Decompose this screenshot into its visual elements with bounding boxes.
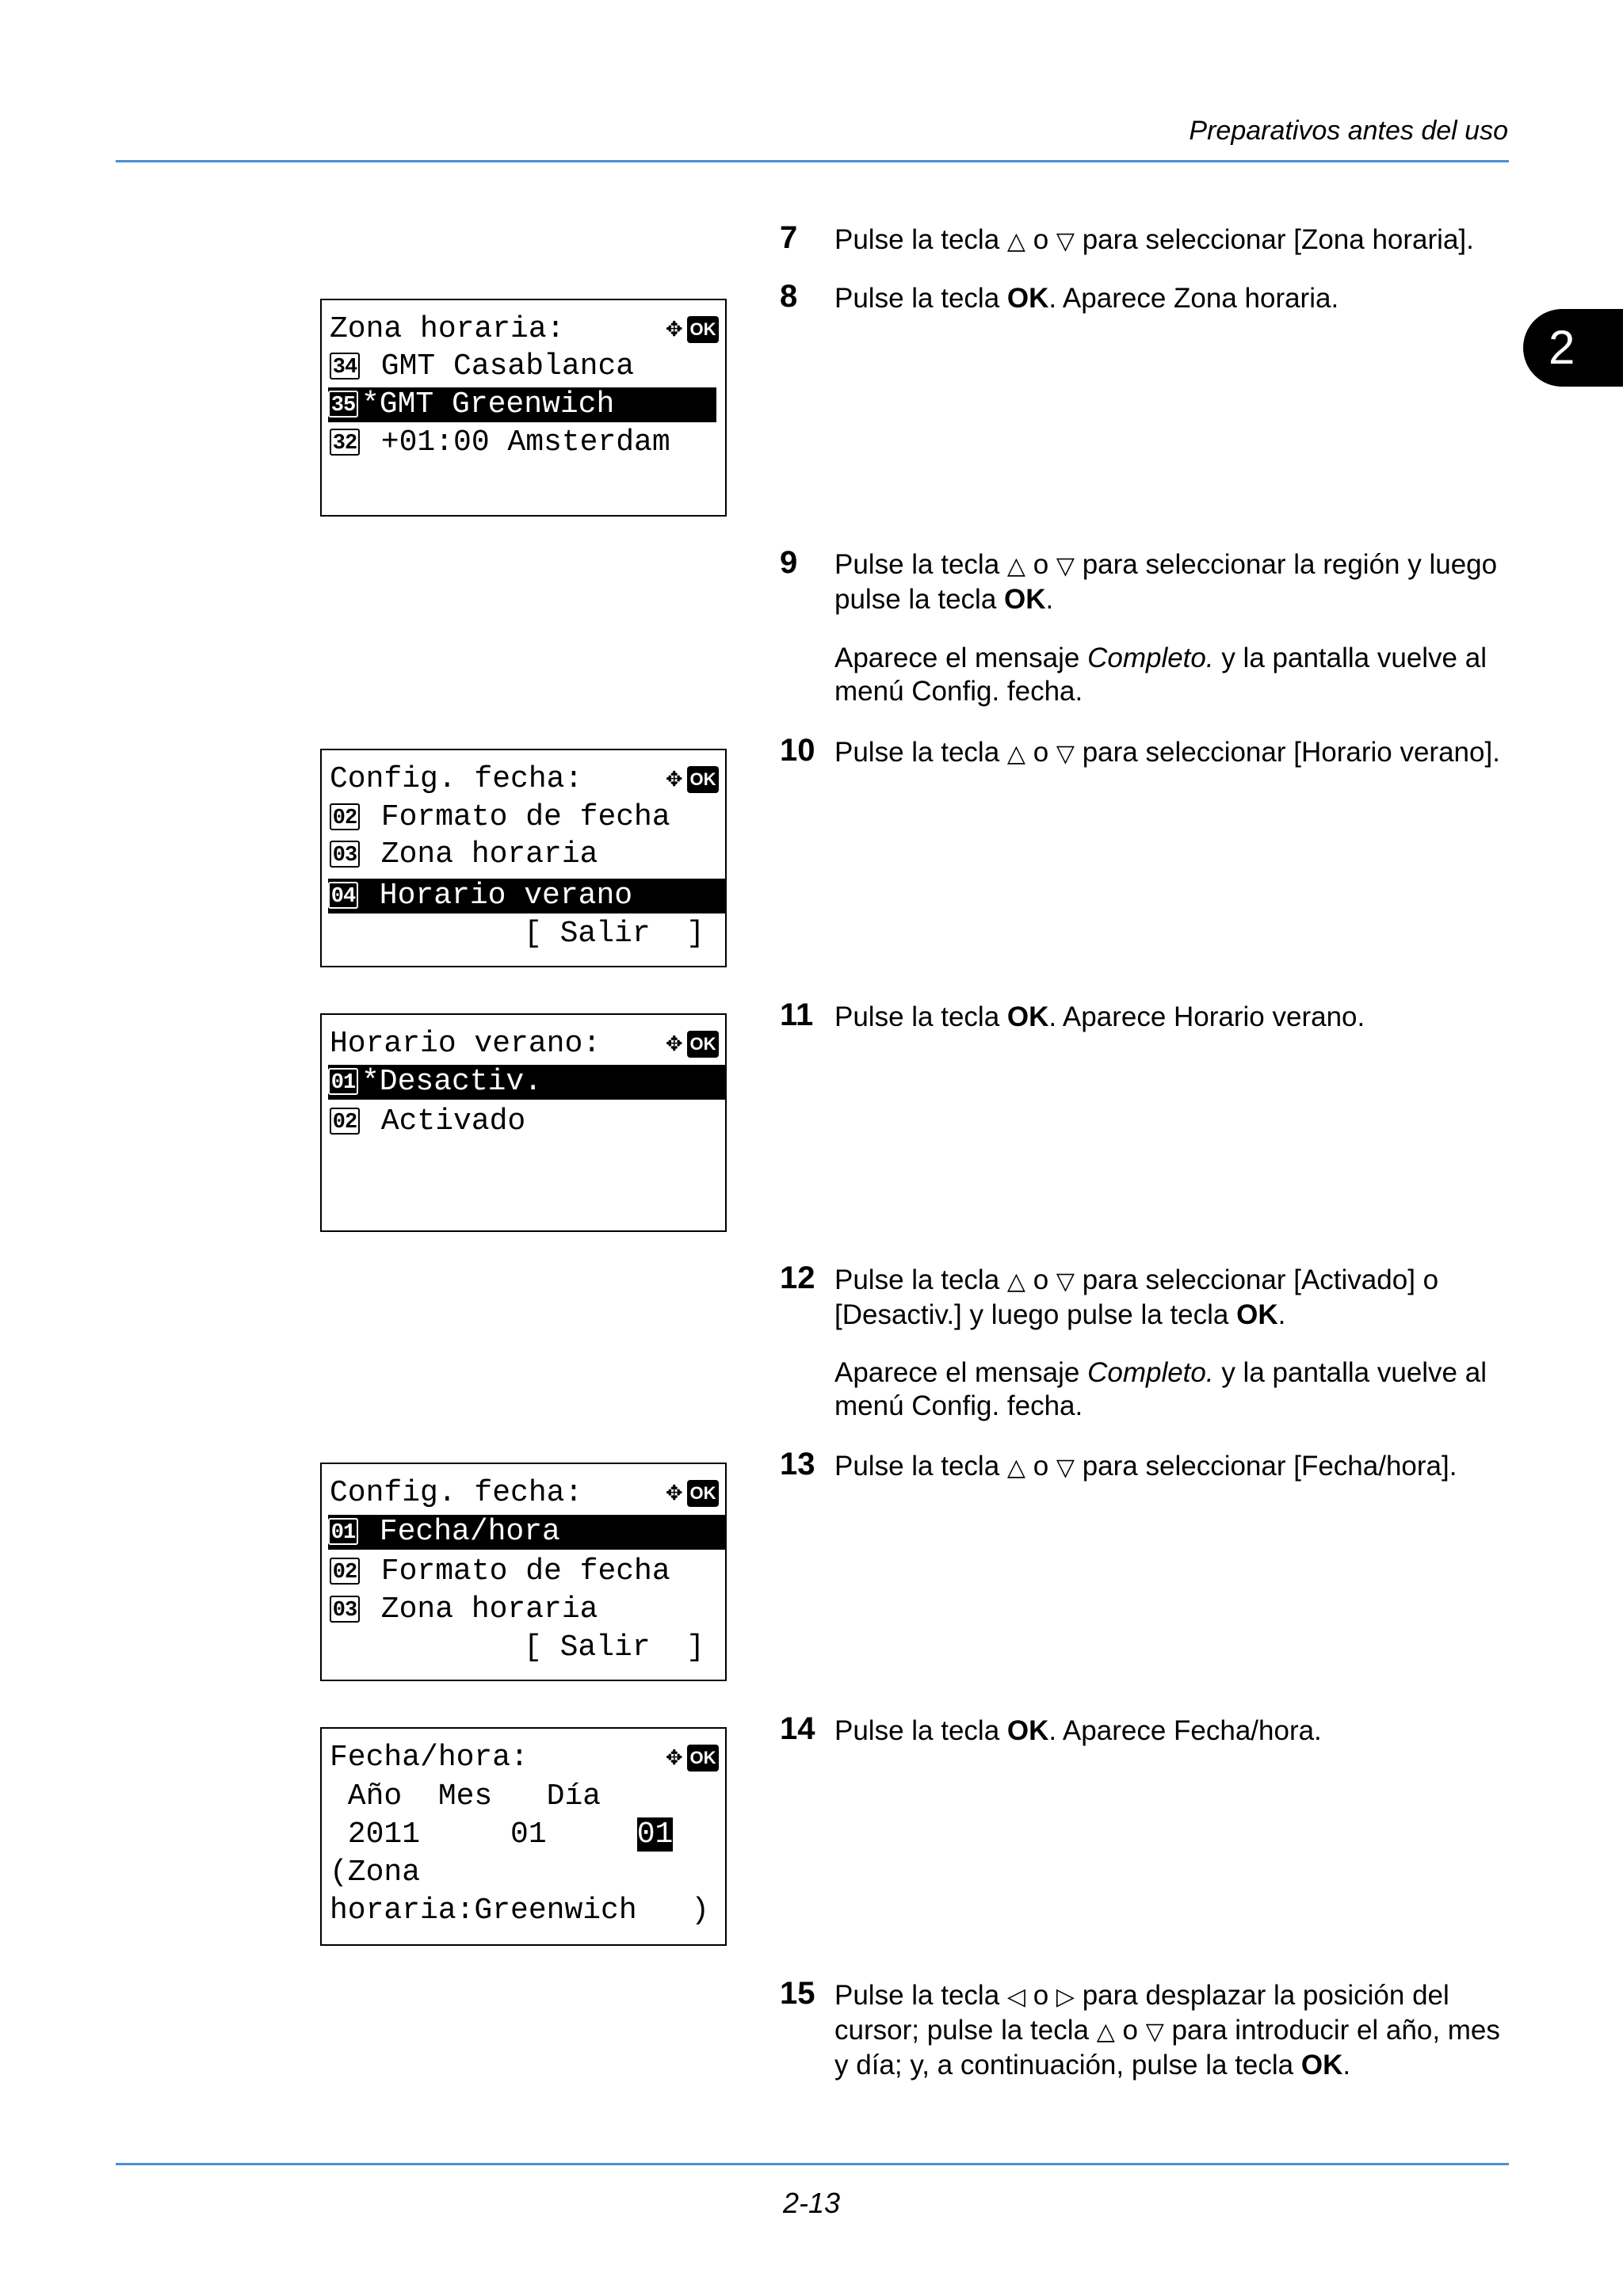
row-text: Formato de fecha [363, 1554, 670, 1589]
row-number: 03 [330, 1596, 360, 1623]
step-text: Pulse la tecla ◁ o ▷ para desplazar la posición del cursor; pulse la tecla △ o ▽ para introducir el año, mes y día; y, a continuación, pulse la tecla OK. [834, 1980, 1500, 2081]
down-arrow-icon: ▽ [1056, 553, 1075, 579]
step-number: 11 [780, 997, 814, 1032]
ok-key-label: OK [1004, 584, 1046, 615]
nav-arrows-icon: ✥ [666, 1028, 682, 1059]
lcd-icons [666, 1741, 719, 1773]
row-text: *Desactiv. [361, 1065, 543, 1099]
chapter-tab: 2 [1523, 309, 1623, 387]
row-text: Zona horaria [363, 1592, 598, 1627]
down-arrow-icon: ▽ [1056, 741, 1075, 767]
lcd-title: Fecha/hora: [330, 1741, 529, 1775]
lcd-title: Config. fecha: [330, 762, 583, 796]
zone-line-1: (Zona [330, 1855, 421, 1890]
ok-key-icon: OK [687, 1480, 719, 1507]
step-number: 12 [780, 1261, 815, 1295]
up-arrow-icon: △ [1096, 2019, 1115, 2045]
up-arrow-icon: △ [1006, 228, 1025, 254]
ok-key-icon: OK [687, 316, 719, 343]
down-arrow-icon: ▽ [1056, 1455, 1075, 1481]
lcd-config-fecha-2 [320, 1463, 727, 1681]
step-number: 15 [780, 1976, 815, 2011]
row-text: Fecha/hora [361, 1515, 560, 1549]
lcd-title: Zona horaria: [330, 312, 565, 346]
row-number: 32 [330, 429, 360, 456]
step-number: 7 [780, 220, 798, 255]
lcd-title: Horario verano: [330, 1027, 601, 1061]
ok-key-icon: OK [687, 1745, 719, 1772]
header-rule [116, 160, 1509, 162]
row-text: Activado [363, 1104, 526, 1138]
row-text: *GMT Greenwich [361, 387, 615, 421]
exit-option: [ Salir ] [524, 917, 705, 951]
ok-key-icon: OK [687, 1031, 719, 1058]
lcd-icons [666, 763, 719, 795]
lcd-row [330, 349, 634, 384]
nav-arrows-icon: ✥ [666, 1742, 682, 1773]
running-header: Preparativos antes del uso [1189, 116, 1508, 146]
step-text: Pulse la tecla △ o ▽ para seleccionar [Activado] o [Desactiv.] y luego pulse la tecla OK. [834, 1264, 1439, 1330]
lcd-horario-verano [320, 1013, 727, 1232]
lcd-row-selected [328, 387, 716, 422]
up-arrow-icon: △ [1006, 1455, 1025, 1481]
row-text: +01:00 Amsterdam [363, 425, 670, 460]
row-number: 01 [328, 1518, 358, 1545]
day-value-cursor: 01 [636, 1817, 674, 1852]
step-text: Pulse la tecla OK. Aparece Horario verano. [834, 1001, 1365, 1032]
down-arrow-icon: ▽ [1056, 1268, 1075, 1295]
date-values [330, 1817, 673, 1852]
lcd-zona-horaria [320, 299, 727, 517]
nav-arrows-icon: ✥ [666, 764, 682, 795]
message-name: Completo. [1087, 1357, 1214, 1388]
zone-line-2: horaria:Greenwich ) [330, 1894, 709, 1928]
row-number: 02 [330, 1558, 360, 1585]
ok-key-icon: OK [687, 766, 719, 793]
lcd-icons [666, 1028, 719, 1059]
date-labels: Año Mes Día [330, 1779, 601, 1814]
lcd-row-selected [328, 879, 725, 913]
ok-key-label: OK [1006, 1001, 1049, 1032]
ok-key-label: OK [1300, 2050, 1343, 2081]
lcd-row [330, 425, 670, 460]
lcd-row-selected [328, 1515, 725, 1550]
lcd-config-fecha-1 [320, 749, 727, 967]
row-text: Horario verano [361, 879, 633, 913]
left-arrow-icon: ◁ [1006, 1984, 1025, 2010]
lcd-row [330, 1592, 598, 1627]
row-number: 04 [328, 882, 358, 909]
step-text: Pulse la tecla △ o ▽ para seleccionar la región y luego pulse la tecla OK. [834, 549, 1498, 615]
step-number: 10 [780, 733, 815, 768]
up-arrow-icon: △ [1006, 553, 1025, 579]
nav-arrows-icon: ✥ [666, 1478, 682, 1508]
lcd-row [330, 1554, 670, 1589]
row-text: GMT Casablanca [363, 349, 635, 383]
step-number: 9 [780, 545, 798, 580]
lcd-row [330, 800, 670, 835]
year-value: 2011 [330, 1817, 421, 1852]
row-number: 01 [328, 1068, 358, 1095]
row-number: 02 [330, 1108, 360, 1135]
row-text: Zona horaria [363, 837, 598, 871]
lcd-title: Config. fecha: [330, 1476, 583, 1510]
step-number: 8 [780, 279, 798, 314]
up-arrow-icon: △ [1006, 1268, 1025, 1295]
ok-key-label: OK [1006, 1715, 1049, 1746]
row-number: 03 [330, 841, 360, 868]
lcd-fecha-hora [320, 1727, 727, 1946]
up-arrow-icon: △ [1006, 741, 1025, 767]
step-text: Pulse la tecla △ o ▽ para seleccionar [Horario verano]. [834, 737, 1500, 768]
footer-rule [116, 2163, 1509, 2165]
nav-arrows-icon: ✥ [666, 314, 682, 345]
step-9-note: Aparece el mensaje Completo. y la pantalla vuelve al menú Config. fecha. [834, 643, 1487, 707]
step-12-note: Aparece el mensaje Completo. y la pantalla vuelve al menú Config. fecha. [834, 1357, 1487, 1421]
exit-option: [ Salir ] [524, 1630, 705, 1665]
step-number: 14 [780, 1711, 815, 1746]
row-text: Formato de fecha [363, 800, 670, 834]
lcd-icons [666, 313, 719, 345]
down-arrow-icon: ▽ [1145, 2019, 1164, 2045]
message-name: Completo. [1087, 643, 1214, 673]
ok-key-label: OK [1236, 1299, 1278, 1330]
row-number: 34 [330, 353, 360, 379]
row-number: 02 [330, 803, 360, 830]
month-value: 01 [420, 1817, 547, 1852]
down-arrow-icon: ▽ [1056, 228, 1075, 254]
step-number: 13 [780, 1447, 815, 1482]
lcd-row [330, 837, 598, 872]
lcd-row [330, 1104, 525, 1139]
row-number: 35 [328, 391, 358, 418]
lcd-row-selected [328, 1065, 725, 1100]
right-arrow-icon: ▷ [1056, 1984, 1075, 2010]
lcd-icons [666, 1477, 719, 1508]
step-text: Pulse la tecla △ o ▽ para seleccionar [Zona horaria]. [834, 224, 1474, 255]
page-number: 2-13 [782, 2187, 841, 2219]
step-text: Pulse la tecla OK. Aparece Fecha/hora. [834, 1715, 1322, 1746]
step-text: Pulse la tecla OK. Aparece Zona horaria. [834, 283, 1339, 314]
step-text: Pulse la tecla △ o ▽ para seleccionar [Fecha/hora]. [834, 1451, 1457, 1482]
ok-key-label: OK [1006, 283, 1049, 314]
